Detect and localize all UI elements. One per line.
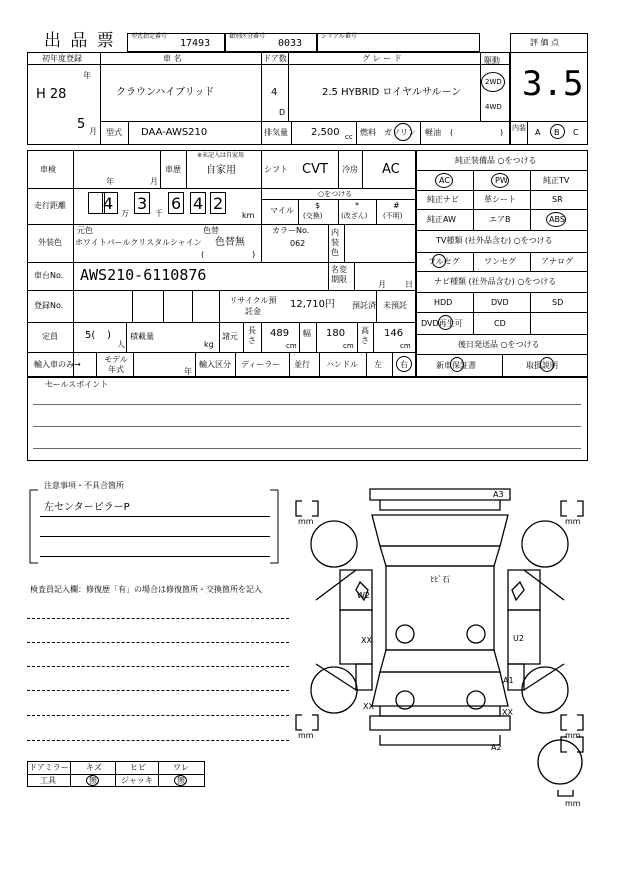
name-label: 車 名 (163, 54, 182, 63)
equip-airbag: エアB (489, 215, 511, 224)
dealer-label: ディーラー (241, 360, 281, 369)
interior-color-label: 内装色 (331, 228, 339, 257)
shift-label: シフト (264, 165, 288, 174)
original-color-label: 元色 (77, 226, 93, 235)
first-reg-year: H 28 (36, 87, 67, 102)
capacity-value: 5( (85, 330, 96, 341)
history-label: 車歴 (165, 165, 181, 174)
legend-header: ヒビ (130, 763, 146, 772)
chassis-label: 車台No. (34, 271, 64, 280)
color-no-label: カラーNo. (272, 226, 310, 235)
capacity-unit: 人 (117, 340, 125, 349)
type-label: 型式 (106, 128, 122, 137)
interior-b: B (554, 128, 560, 137)
nav-hdd: HDD (434, 298, 453, 307)
repaint-label: 色替 (203, 226, 219, 235)
diagram-mm: mm (565, 799, 581, 808)
diagram-mm: mm (298, 731, 314, 740)
grade-value: 2.5 HYBRID ロイヤルサルーン (322, 87, 462, 98)
reg-no-label: 登録No. (34, 301, 64, 310)
equip-abs: ABS (549, 215, 565, 224)
light-oil-paren-close: ) (500, 128, 504, 137)
equipment-title: 純正装備品 ○をつける (455, 156, 537, 165)
color-no-value: 062 (290, 239, 306, 248)
interior-a: A (535, 128, 541, 137)
diagram-mm: mm (298, 517, 314, 526)
right-label: 右 (400, 360, 408, 369)
recycle-paid: 預託済 (352, 301, 376, 310)
grade-label: グ レ ー ド (362, 54, 402, 63)
inspection-year: 年 (106, 177, 114, 186)
nav-dvd: DVD (491, 298, 509, 307)
width-label: 幅 (303, 329, 311, 338)
model-year-label: モデル年式 (104, 355, 128, 374)
history-note: ※未記入は自家用 (197, 152, 245, 159)
first-reg-year-unit: 年 (83, 71, 91, 80)
notes-label: 注意事項・不具合箇所 (44, 481, 124, 490)
width-value: 180 (326, 328, 346, 339)
length-label: 長さ (248, 326, 256, 345)
equip-pw: PW (495, 176, 508, 185)
exterior-label: 外装色 (38, 238, 62, 247)
damage-mark: XX (502, 708, 513, 717)
legend-header: キズ (86, 763, 102, 772)
damage-mark: W2 (357, 591, 370, 600)
damage-mark: A2 (491, 743, 502, 752)
ac-value: AC (382, 162, 400, 177)
interior-label: 内装 (512, 124, 526, 132)
handle-label: ハンドル (326, 360, 358, 369)
first-reg-month-unit: 月 (89, 127, 97, 136)
nav-dvd-play: DVD再生可 (421, 319, 463, 328)
chassis-value: AWS210-6110876 (80, 266, 207, 284)
tamper-label: (改ざん) (341, 212, 368, 220)
inspection-month: 月 (150, 177, 158, 186)
legend-jack-label: ジャッキ (121, 776, 153, 785)
repaint-paren-close: ) (252, 250, 256, 259)
tv-oneseg: ワンセグ (484, 257, 516, 266)
recycle-value: 12,710円 (290, 299, 335, 310)
history-value: 自家用 (206, 165, 236, 176)
equip-ac: AC (439, 176, 450, 185)
type-value: DAA-AWS210 (141, 127, 208, 138)
import-type-label: 輸入区分 (199, 360, 231, 369)
light-oil-paren: ( (450, 128, 454, 137)
model-spec-label: 型式指定番号 (131, 33, 168, 40)
name-value: クラウンハイブリッド (116, 87, 215, 98)
tv-analog: アナログ (541, 257, 573, 266)
class-value: 0033 (278, 38, 303, 49)
tv-title: TV種類 (社外品含む) ○をつける (436, 236, 553, 245)
drive-4wd: 4WD (485, 103, 502, 111)
fuel-value: ガソリン (384, 128, 416, 137)
mileage-digit: 4 (193, 194, 204, 213)
mileage-sen: 千 (155, 209, 163, 218)
legend-header: ドアミラー (29, 763, 69, 772)
exchange-label: (交換) (303, 212, 323, 220)
inspector-label: 検査員記入欄：修復歴「有」の場合は修復箇所・交換箇所を記入 (30, 585, 262, 594)
displacement-value: 2,500 (311, 127, 340, 138)
legend-tools-value: 無 (89, 776, 97, 785)
mileage-circle-note: ○をつける (318, 190, 353, 198)
damage-mark: XX (361, 636, 372, 645)
mileage-digit: 6 (171, 194, 182, 213)
name-change-month: 月 (378, 280, 386, 289)
legend-jack-value: 無 (177, 776, 185, 785)
legend-tools-label: 工具 (40, 776, 56, 785)
doors-sub: D (279, 108, 286, 117)
model-year-unit: 年 (184, 367, 192, 376)
score-value: 3.5 (522, 64, 584, 104)
nav-title: ナビ種類 (社外品含む) ○をつける (434, 277, 557, 286)
drive-label: 駆動 (484, 56, 500, 65)
shift-value: CVT (302, 162, 328, 177)
capacity-label: 定員 (42, 332, 58, 341)
mileage-label: 走行距離 (34, 201, 66, 210)
class-label: 類別区分番号 (229, 33, 266, 40)
height-value: 146 (384, 328, 404, 339)
repaint-value: 色替無 (215, 237, 245, 248)
tv-fullseg: フルセグ (428, 257, 460, 266)
score-label: 評 価 点 (530, 38, 560, 47)
width-unit: cm (343, 342, 354, 350)
load-label: 積載量 (130, 332, 154, 341)
nav-cd: CD (494, 319, 506, 328)
recycle-unpaid: 未預託 (383, 301, 407, 310)
mileage-man: 万 (121, 209, 129, 218)
equip-aw: 純正AW (427, 215, 456, 224)
mileage-km: km (242, 211, 255, 220)
length-value: 489 (270, 328, 290, 339)
damage-mark: XX (363, 702, 374, 711)
page-title: 出 品 票 (44, 31, 116, 51)
legend-header: ワレ (173, 763, 189, 772)
fuel-label: 燃料 (360, 128, 376, 137)
doors-label: ドア数 (263, 54, 287, 63)
diagram-mm: mm (565, 731, 581, 740)
diagram-mm: mm (565, 517, 581, 526)
interior-c: C (573, 128, 579, 137)
drive-2wd: 2WD (485, 78, 502, 86)
light-oil-label: 軽油 (425, 128, 441, 137)
sales-point-label: セールスポイント (45, 380, 109, 389)
name-change-label: 名変期限 (331, 265, 347, 284)
height-label: 高さ (361, 326, 369, 345)
load-unit: kg (204, 340, 214, 349)
later-warranty: 新車保証書 (436, 361, 476, 370)
exchange-symbol: $ (315, 201, 321, 210)
mileage-digit: 4 (103, 194, 114, 213)
later-manual: 取扱説明 (526, 361, 558, 370)
first-reg-month: 5 (77, 117, 86, 132)
damage-mark: U2 (513, 634, 524, 643)
length-unit: cm (286, 342, 297, 350)
inspection-label: 車検 (40, 165, 56, 174)
damage-mark: ﾋﾋﾞ石 (430, 575, 450, 584)
recycle-label: リサイクル預託金 (229, 296, 277, 316)
equip-navi: 純正ナビ (427, 195, 459, 204)
displacement-label: 排気量 (264, 128, 288, 137)
displacement-unit: cc (345, 133, 353, 141)
damage-mark: A3 (493, 490, 504, 499)
equip-leather: 革シート (484, 195, 516, 204)
import-label: 輸入車のみ→ (34, 360, 81, 369)
parallel-label: 並行 (294, 360, 310, 369)
notes-line1: 左センターピラーP (44, 502, 130, 513)
repaint-paren: ( (201, 250, 205, 259)
left-label: 左 (374, 360, 382, 369)
unknown-label: (不明) (383, 212, 403, 220)
first-reg-label: 初年度登録 (42, 54, 82, 63)
equip-sr: SR (552, 195, 563, 204)
ac-label: 冷房 (342, 165, 358, 174)
dims-label: 諸元 (222, 332, 238, 341)
damage-mark: A1 (503, 676, 514, 685)
model-spec-value: 17493 (180, 38, 211, 49)
equip-tv: 純正TV (543, 176, 570, 185)
unknown-symbol: # (393, 201, 400, 210)
name-change-day: 日 (405, 280, 413, 289)
original-color: ホワイトパールクリスタルシャイン (75, 238, 202, 247)
doors-value: 4 (271, 87, 278, 98)
tamper-symbol: * (355, 201, 359, 210)
capacity-paren-close: ) (107, 330, 111, 341)
nav-sd: SD (552, 298, 564, 307)
later-title: 後日発送品 ○をつける (458, 340, 540, 349)
serial-label: シリアル番号 (321, 33, 357, 40)
mileage-digit: 3 (137, 194, 148, 213)
mile-label: マイル (270, 206, 294, 215)
mileage-digit: 2 (213, 194, 224, 213)
height-unit: cm (400, 342, 411, 350)
